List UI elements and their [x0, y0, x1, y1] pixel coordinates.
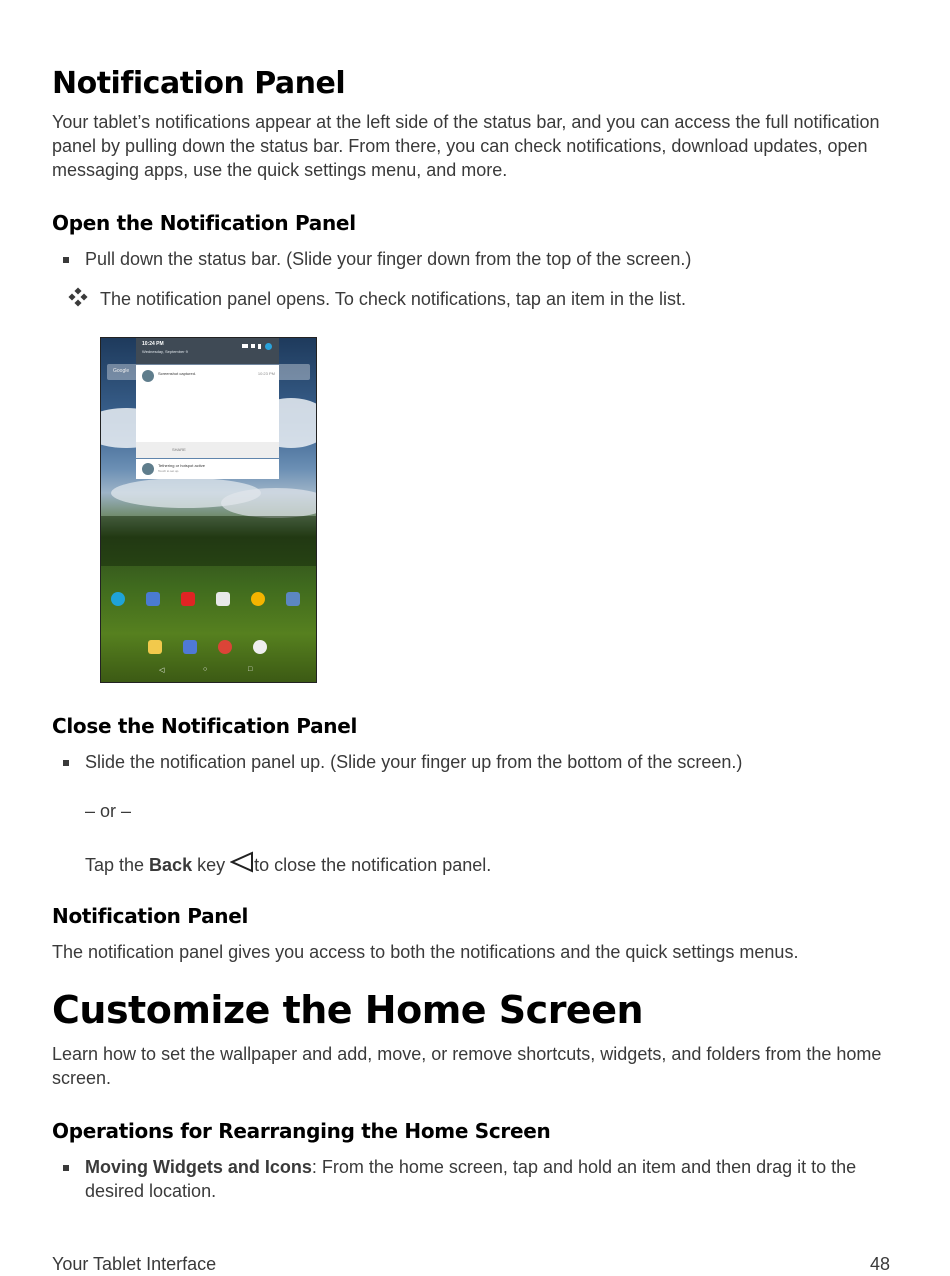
- youtube-icon[interactable]: [181, 592, 195, 606]
- operations-heading: Operations for Rearranging the Home Screen: [52, 1119, 551, 1143]
- ground-band: [101, 516, 316, 566]
- tethering-title: Tethering or hotspot active: [158, 463, 205, 468]
- open-panel-heading: Open the Notification Panel: [52, 211, 356, 235]
- back-nav-icon[interactable]: ◁: [159, 667, 165, 674]
- tap-prefix: Tap the: [85, 855, 150, 875]
- moving-widgets-desc: : From the home screen, tap and hold an item and then drag it to the desired location.: [85, 1157, 857, 1201]
- tethering-subtitle: Touch to set up.: [158, 469, 180, 473]
- or-text: – or –: [85, 801, 132, 821]
- tap-back-text: [85, 851, 885, 877]
- open-step-text: Pull down the status bar. (Slide your finger down from the top of the screen.): [85, 249, 692, 269]
- operations-text: [85, 1155, 885, 1203]
- page-title: Notification Panel: [52, 66, 346, 101]
- cloud-shape: [221, 488, 317, 518]
- intro-paragraph: Your tablet’s notifications appear at the left side of the status bar, and you can access the full notification panel by pulling down the status bar. From there, you can check notifications, download updates, open messaging apps, use the quick settings menu, and more.: [52, 112, 880, 180]
- settings-app-icon[interactable]: [146, 592, 160, 606]
- notification-time: 10:23 PM: [257, 371, 275, 376]
- back-triangle-icon: [230, 851, 254, 873]
- bullet-square-icon: [63, 1165, 69, 1171]
- bullet-square-icon: [63, 257, 69, 263]
- close-step-text: Slide the notification panel up. (Slide your finger up from the bottom of the screen.): [85, 752, 743, 772]
- open-result-text: The notification panel opens. To check notifications, tap an item in the list.: [100, 289, 687, 309]
- status-time: 10:24 PM: [142, 341, 164, 347]
- tap-suffix: to close the notification panel.: [254, 855, 492, 875]
- play-store-icon[interactable]: [111, 592, 125, 606]
- recents-nav-icon[interactable]: □: [248, 666, 253, 673]
- wifi-icon: [242, 344, 248, 348]
- play-movies-icon[interactable]: [286, 592, 300, 606]
- calendar-icon[interactable]: [183, 640, 197, 654]
- bullet-square-icon: [63, 760, 69, 766]
- footer-section-title: Your Tablet Interface: [52, 1254, 217, 1274]
- share-action[interactable]: [136, 442, 279, 458]
- notification-panel-screenshot: [100, 337, 317, 683]
- tap-mid: key: [192, 855, 231, 875]
- signal-icon: [251, 344, 255, 348]
- customize-desc: Learn how to set the wallpaper and add, move, or remove shortcuts, widgets, and folders from the home screen.: [52, 1044, 882, 1088]
- app-drawer-icon[interactable]: [253, 640, 267, 654]
- share-label: SHARE: [172, 447, 186, 452]
- camera-icon[interactable]: [216, 592, 230, 606]
- tethering-notification[interactable]: [136, 459, 279, 479]
- chrome-icon[interactable]: [218, 640, 232, 654]
- notification-title: Screenshot captured.: [158, 371, 197, 376]
- customize-heading: Customize the Home Screen: [52, 988, 644, 1032]
- panel-status-header: [136, 338, 279, 364]
- notification-panel-subheading: Notification Panel: [52, 904, 249, 928]
- battery-icon: [258, 344, 261, 349]
- email-icon[interactable]: [148, 640, 162, 654]
- tethering-icon: [142, 463, 154, 475]
- status-date: Wednesday, September 9: [142, 349, 188, 354]
- footer-page-number: 48: [870, 1254, 891, 1274]
- back-key-label: Back: [149, 855, 193, 875]
- screenshot-notification-icon: [142, 370, 154, 382]
- search-label: Google: [113, 368, 130, 374]
- close-panel-heading: Close the Notification Panel: [52, 714, 358, 738]
- moving-widgets-label: Moving Widgets and Icons: [85, 1157, 312, 1177]
- photos-icon[interactable]: [251, 592, 265, 606]
- account-icon[interactable]: [265, 343, 272, 350]
- notification-panel-desc: The notification panel gives you access to both the notifications and the quick settings menus.: [52, 942, 799, 962]
- screenshot-notification[interactable]: [136, 365, 279, 458]
- home-nav-icon[interactable]: ○: [203, 666, 208, 673]
- diamond-bullet-icon: [68, 287, 88, 307]
